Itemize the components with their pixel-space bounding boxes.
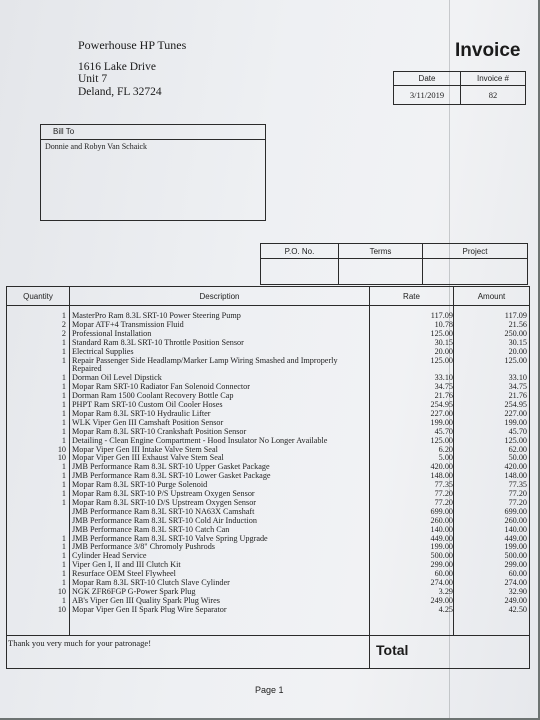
table-row: [8, 480, 530, 489]
row-description: PHPT Ram SRT-10 Custom Oil Cooler Hoses: [72, 400, 223, 409]
row-rate: 125.00: [430, 355, 453, 365]
table-row: [8, 569, 530, 578]
row-amount: 30.15: [508, 337, 527, 347]
company-address-line2: Unit 7: [78, 73, 108, 85]
table-row: [8, 338, 530, 347]
row-amount: 21.56: [508, 319, 527, 329]
row-description: Mopar Ram 8.3L SRT-10 Crankshaft Position Sensor: [72, 426, 247, 436]
row-amount: 699.00: [504, 506, 527, 516]
row-amount: 140.00: [504, 524, 527, 534]
row-amount: 500.00: [504, 551, 527, 561]
invoice-number: 82: [488, 90, 498, 100]
table-row: [8, 329, 530, 338]
quantity-header: Quantity: [23, 292, 53, 301]
row-amount: 60.00: [508, 569, 527, 579]
row-rate: 77.20: [434, 497, 453, 507]
row-rate: 254.95: [430, 400, 453, 409]
table-row: [8, 320, 530, 329]
table-row: [8, 311, 530, 320]
table-row: [8, 382, 530, 391]
row-quantity: 1: [61, 417, 66, 427]
row-amount: 125.00: [504, 355, 527, 365]
date-label: Date: [418, 74, 436, 83]
row-amount: 449.00: [504, 533, 527, 543]
row-rate: 140.00: [430, 524, 453, 534]
row-rate: 117.09: [430, 311, 453, 320]
row-description: Cylinder Head Service: [72, 551, 147, 561]
row-amount: 254.95: [504, 400, 527, 409]
company-address-line3: Deland, FL 32724: [78, 86, 162, 98]
row-description: Dorman Oil Level Dipstick: [72, 373, 162, 383]
row-amount: 21.76: [508, 391, 527, 401]
row-amount: 33.10: [508, 373, 527, 383]
row-description: AB's Viper Gen III Quality Spark Plug Wires: [72, 595, 220, 605]
row-description: Mopar ATF+4 Transmission Fluid: [72, 319, 184, 329]
row-quantity: 1: [61, 462, 66, 472]
row-description: NGK ZFR6FGP G-Power Spark Plug: [72, 586, 196, 596]
row-quantity: 1: [61, 373, 66, 383]
row-quantity: 1: [61, 337, 66, 347]
row-quantity: 1: [61, 400, 66, 409]
terms-label: Terms: [369, 247, 392, 256]
row-quantity: 1: [61, 489, 66, 498]
row-quantity: 1: [61, 311, 66, 320]
row-amount: 274.00: [504, 578, 527, 587]
row-rate: 260.00: [430, 515, 453, 525]
row-description: Mopar Viper Gen III Intake Valve Stem Seal: [72, 444, 218, 454]
table-row: [8, 596, 530, 605]
row-amount: 250.00: [504, 328, 527, 338]
row-quantity: 1: [61, 578, 66, 587]
table-row: [8, 587, 530, 596]
row-description: WLK Viper Gen III Camshaft Position Sensor: [72, 417, 224, 427]
row-amount: 34.75: [508, 382, 527, 392]
row-amount: 249.00: [504, 595, 527, 605]
row-rate: 3.29: [438, 586, 453, 596]
row-description: Mopar Ram 8.3L SRT-10 Hydraulic Lifter: [72, 408, 211, 418]
row-amount: 62.00: [508, 444, 527, 454]
row-rate: 500.00: [430, 551, 453, 561]
row-description: Mopar Ram 8.3L SRT-10 Purge Solenoid: [72, 480, 208, 490]
page-number: Page 1: [255, 685, 284, 695]
invoice-number-label: Invoice #: [476, 74, 510, 83]
rate-header: Rate: [403, 292, 420, 301]
row-rate: 227.00: [430, 408, 453, 418]
row-rate: 148.00: [430, 471, 453, 481]
row-description: Mopar Ram 8.3L SRT-10 Clutch Slave Cylinder: [72, 578, 230, 587]
row-quantity: 1: [61, 533, 66, 543]
row-quantity: 1: [61, 426, 66, 436]
row-amount: 42.50: [508, 604, 527, 614]
row-description: JMB Performance Ram 8.3L SRT-10 Cold Air Induction: [72, 515, 257, 525]
bill-to-box: [40, 124, 266, 221]
row-amount: 125.00: [504, 435, 527, 445]
row-rate: 33.10: [434, 373, 453, 383]
row-quantity: 1: [61, 595, 66, 605]
table-row: [8, 516, 530, 525]
row-description-continued: Repaired: [72, 364, 102, 374]
table-row: [8, 418, 530, 427]
row-rate: 274.00: [430, 578, 453, 587]
table-row: [8, 471, 530, 480]
table-row: [8, 453, 530, 462]
row-quantity: 1: [61, 471, 66, 481]
row-amount: 199.00: [504, 542, 527, 552]
row-quantity: 10: [57, 453, 66, 463]
row-amount: 420.00: [504, 462, 527, 472]
row-amount: 260.00: [504, 515, 527, 525]
row-quantity: 1: [61, 497, 66, 507]
row-amount: 117.09: [504, 311, 527, 320]
row-rate: 125.00: [430, 435, 453, 445]
row-quantity: 1: [61, 355, 66, 365]
row-rate: 20.00: [434, 346, 453, 356]
project-label: Project: [462, 247, 488, 256]
table-row: [8, 542, 530, 551]
row-quantity: 10: [57, 444, 66, 454]
row-description: JMB Performance Ram 8.3L SRT-10 Lower Gasket Package: [72, 471, 271, 481]
row-quantity: 1: [61, 346, 66, 356]
po-number-label: P.O. No.: [284, 247, 315, 256]
row-description: Professional Installation: [72, 328, 152, 338]
row-rate: 125.00: [430, 328, 453, 338]
row-rate: 10.78: [434, 319, 453, 329]
table-row: [8, 436, 530, 445]
row-rate: 77.20: [434, 489, 453, 498]
row-amount: 45.70: [508, 426, 527, 436]
row-amount: 148.00: [504, 471, 527, 481]
table-row: [8, 356, 530, 365]
row-quantity: 1: [61, 382, 66, 392]
row-description: Electrical Supplies: [72, 346, 134, 356]
row-amount: 77.35: [508, 480, 527, 490]
table-row: [8, 560, 530, 569]
row-amount: 199.00: [504, 417, 527, 427]
row-rate: 34.75: [434, 382, 453, 392]
row-description: JMB Performance Ram 8.3L SRT-10 Catch Can: [72, 524, 230, 534]
company-name: Powerhouse HP Tunes: [78, 38, 187, 52]
row-description: MasterPro Ram 8.3L SRT-10 Power Steering Pump: [72, 311, 241, 320]
table-row: [8, 507, 530, 516]
table-row: [8, 498, 530, 507]
row-rate: 249.00: [430, 595, 453, 605]
row-description: JMB Performance 3/8" Chromoly Pushrods: [72, 542, 215, 552]
bill-to-label: Bill To: [53, 127, 75, 136]
row-quantity: 1: [61, 569, 66, 579]
thank-you-note: Thank you very much for your patronage!: [8, 638, 152, 648]
row-description: Viper Gen I, II and III Clutch Kit: [72, 560, 181, 570]
row-description: Dorman Ram 1500 Coolant Recovery Bottle Cap: [72, 391, 234, 401]
row-quantity: 10: [57, 604, 66, 614]
row-quantity: 2: [61, 319, 66, 329]
row-amount: 77.20: [508, 497, 527, 507]
row-description: Repair Passenger Side Headlamp/Marker Lamp Wiring Smashed and Improperly: [72, 355, 338, 365]
row-description: Detailing - Clean Engine Compartment - Hood Insulator No Longer Available: [72, 435, 328, 445]
row-rate: 420.00: [430, 462, 453, 472]
row-description: Mopar Viper Gen III Exhaust Valve Stem Seal: [72, 453, 224, 463]
row-quantity: 2: [61, 328, 66, 338]
table-row: [8, 409, 530, 418]
amount-header: Amount: [477, 292, 506, 301]
order-info-box: [260, 243, 528, 285]
invoice-title: Invoice: [455, 40, 521, 61]
table-row: [8, 445, 530, 454]
row-rate: 699.00: [430, 506, 453, 516]
row-rate: 77.35: [434, 480, 453, 490]
row-description: Mopar Ram SRT-10 Radiator Fan Solenoid Connector: [72, 382, 250, 392]
row-quantity: 1: [61, 560, 66, 570]
table-row: [8, 400, 530, 409]
row-description: Resurface OEM Steel Flywheel: [72, 569, 176, 579]
row-description: JMB Performance Ram 8.3L SRT-10 Valve Spring Upgrade: [72, 533, 268, 543]
table-row: [8, 525, 530, 534]
row-rate: 199.00: [430, 417, 453, 427]
row-description: Mopar Ram 8.3L SRT-10 D/S Upstream Oxygen Sensor: [72, 497, 257, 507]
company-address-line1: 1616 Lake Drive: [78, 61, 156, 73]
row-quantity: 1: [61, 480, 66, 490]
row-quantity: 1: [61, 435, 66, 445]
row-rate: 6.20: [438, 444, 453, 454]
row-description: JMB Performance Ram 8.3L SRT-10 NA63X Camshaft: [72, 506, 255, 516]
table-row: [8, 427, 530, 436]
row-amount: 299.00: [504, 560, 527, 570]
row-rate: 45.70: [434, 426, 453, 436]
row-rate: 5.00: [438, 453, 453, 463]
row-rate: 21.76: [434, 391, 453, 401]
row-quantity: 1: [61, 391, 66, 401]
table-row: [8, 551, 530, 560]
row-description: Standard Ram 8.3L SRT-10 Throttle Position Sensor: [72, 337, 244, 347]
row-rate: 199.00: [430, 542, 453, 552]
row-amount: 20.00: [508, 346, 527, 356]
row-rate: 4.25: [438, 604, 453, 614]
table-row: [8, 373, 530, 382]
row-quantity: 1: [61, 551, 66, 561]
table-row: [8, 462, 530, 471]
row-amount: 77.20: [508, 489, 527, 498]
row-amount: 50.00: [508, 453, 527, 463]
table-row: [8, 605, 530, 614]
table-row: [8, 534, 530, 543]
invoice-meta-box: [393, 71, 526, 105]
row-amount: 32.90: [508, 586, 527, 596]
table-row: [8, 347, 530, 356]
invoice-date: 3/11/2019: [409, 90, 445, 100]
bill-to-name: Donnie and Robyn Van Schaick: [45, 142, 148, 151]
row-description: Mopar Ram 8.3L SRT-10 P/S Upstream Oxygen Sensor: [72, 489, 255, 498]
row-rate: 449.00: [430, 533, 453, 543]
row-rate: 299.00: [430, 560, 453, 570]
row-amount: 227.00: [504, 408, 527, 418]
row-rate: 30.15: [434, 337, 453, 347]
row-quantity: 1: [61, 542, 66, 552]
row-quantity: 10: [57, 586, 66, 596]
description-header: Description: [199, 292, 240, 301]
table-row: [8, 578, 530, 587]
row-description: Mopar Viper Gen II Spark Plug Wire Separator: [72, 604, 227, 614]
row-description: JMB Performance Ram 8.3L SRT-10 Upper Gasket Package: [72, 462, 270, 472]
table-row: [8, 391, 530, 400]
total-label: Total: [376, 642, 409, 658]
row-quantity: 1: [61, 408, 66, 418]
table-row: [8, 489, 530, 498]
row-rate: 60.00: [434, 569, 453, 579]
